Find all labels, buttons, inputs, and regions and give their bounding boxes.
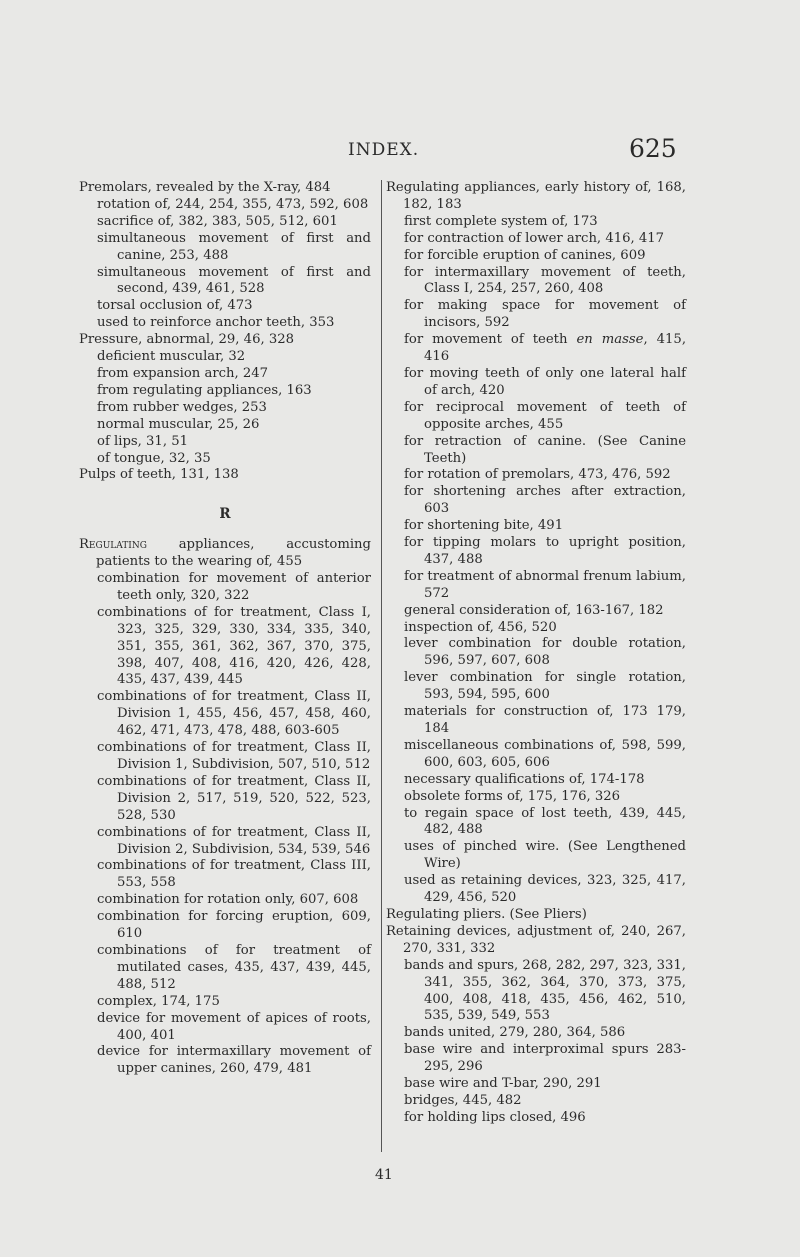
entry-text: combinations of for treatment, Class II, Division 1, Subdivision, 507, 510, 512 (97, 740, 371, 772)
index-subentry (79, 774, 371, 825)
entry-text: materials for construction of, 173 179, 184 (404, 704, 686, 736)
index-subentry (79, 858, 371, 892)
index-subentry (386, 214, 686, 231)
page-title: INDEX. (348, 140, 420, 160)
entry-text: general consideration of, 163-167, 182 (404, 602, 664, 618)
index-subentry (79, 197, 371, 214)
index-subentry (386, 873, 686, 907)
index-entry (386, 907, 686, 924)
section-letter: R (219, 506, 231, 523)
index-subentry (79, 451, 371, 468)
index-subentry (386, 1042, 686, 1076)
column-divider (381, 180, 382, 1152)
entry-text: from regulating appliances, 163 (97, 382, 312, 398)
entry-text: inspection of, 456, 520 (404, 619, 557, 635)
index-subentry (79, 400, 371, 417)
entry-text: for tipping molars to upright position, 437, 488 (404, 535, 686, 567)
entry-text: Regulating pliers. (See Pliers) (386, 906, 587, 922)
index-subentry (79, 892, 371, 909)
index-subentry (386, 958, 686, 1026)
entry-text: bridges, 445, 482 (404, 1092, 522, 1108)
index-subentry (386, 366, 686, 400)
index-subentry (79, 909, 371, 943)
index-subentry (386, 670, 686, 704)
entry-text: base wire and T-bar, 290, 291 (404, 1076, 602, 1092)
entry-lead: Regulating (79, 537, 147, 553)
entry-text: combinations of for treatment, Class I, 323, 325, 329, 330, 334, 335, 340, 351, 355, 361, 362, 367, 370, 375, 398, 407, 408, 416, 420, 426, 428, 435, 437, 439, 445 (97, 604, 371, 688)
entry-text: combinations of for treatment, Class II, Division 2, Subdivision, 534, 539, 546 (97, 824, 371, 857)
entry-text: Pulps of teeth, 131, 138 (79, 467, 239, 483)
entry-text: base wire and interproximal spurs 283-295, 296 (404, 1042, 686, 1075)
entry-text: Pressure, abnormal, 29, 46, 328 (79, 332, 295, 348)
entry-text: for forcible eruption of canines, 609 (404, 247, 646, 263)
entry-text: to regain space of lost teeth, 439, 445, 482, 488 (404, 805, 686, 838)
entry-text: lever combination for double rotation, 596, 597, 607, 608 (404, 636, 686, 669)
entry-text: for movement of teeth (404, 332, 577, 348)
index-subentry (386, 1076, 686, 1093)
entry-text: first complete system of, 173 (404, 213, 598, 229)
index-entry (79, 180, 371, 197)
index-subentry (386, 603, 686, 620)
entry-text: appliances, accustoming patients to the wearing of, 455 (96, 537, 371, 570)
entry-text: rotation of, 244, 254, 355, 473, 592, 608 (97, 196, 369, 212)
entry-text: from rubber wedges, 253 (97, 399, 267, 415)
entry-text: combinations of for treatment, Class II, Division 1, 455, 456, 457, 458, 460, 462, 471, 473, 478, 488, 603-605 (97, 689, 371, 739)
index-subentry (386, 298, 686, 332)
entry-text: for shortening arches after extraction, 603 (404, 484, 686, 517)
index-subentry (386, 535, 686, 569)
entry-text: used to reinforce anchor teeth, 353 (97, 315, 335, 331)
entry-text: for contraction of lower arch, 416, 417 (404, 230, 665, 246)
index-subentry (79, 943, 371, 994)
index-subentry (79, 383, 371, 400)
index-subentry (386, 839, 686, 873)
entry-text: Premolars, revealed by the X-ray, 484 (79, 180, 331, 195)
entry-text: for treatment of abnormal frenum labium, 572 (404, 568, 686, 601)
index-subentry (386, 1110, 686, 1127)
entry-text: device for intermaxillary movement of upper canines, 260, 479, 481 (97, 1044, 371, 1077)
index-subentry (386, 332, 686, 366)
index-subentry (386, 704, 686, 738)
index-subentry (79, 571, 371, 605)
index-subentry (386, 1025, 686, 1042)
index-subentry (79, 417, 371, 434)
index-subentry (79, 689, 371, 740)
index-entry (79, 467, 371, 484)
index-subentry (79, 740, 371, 774)
page-number: 625 (629, 134, 677, 163)
index-subentry (79, 315, 371, 332)
index-subentry (79, 434, 371, 451)
index-subentry (386, 265, 686, 299)
entry-text: lever combination for single rotation, 593, 594, 595, 600 (404, 670, 686, 703)
entry-text: bands united, 279, 280, 364, 586 (404, 1025, 626, 1041)
index-column-left (79, 180, 371, 1078)
entry-text: sacrifice of, 382, 383, 505, 512, 601 (97, 213, 338, 229)
entry-text: Regulating appliances, early history of, 168, 182, 183 (386, 180, 686, 212)
index-subentry (79, 265, 371, 299)
index-subentry (386, 620, 686, 637)
index-subentry (386, 636, 686, 670)
index-subentry (386, 248, 686, 265)
entry-text: simultaneous movement of first and canine, 253, 488 (97, 230, 371, 263)
entry-text: Retaining devices, adjustment of, 240, 267, 270, 331, 332 (386, 923, 686, 956)
index-entry (386, 924, 686, 958)
entry-text: for shortening bite, 491 (404, 518, 564, 534)
index-column-right (386, 180, 686, 1127)
index-subentry (79, 1044, 371, 1078)
index-subentry (386, 434, 686, 468)
entry-text: combination for movement of anterior teeth only, 320, 322 (97, 571, 371, 603)
entry-text: necessary qualifications of, 174-178 (404, 771, 645, 787)
index-subentry (386, 1093, 686, 1110)
index-entry (79, 537, 371, 571)
entry-text: uses of pinched wire. (See Lengthened Wire) (404, 839, 686, 872)
index-subentry (386, 400, 686, 434)
index-entry (79, 332, 371, 349)
entry-text: of lips, 31, 51 (97, 433, 188, 449)
entry-text: for reciprocal movement of teeth of opposite arches, 455 (404, 399, 686, 432)
index-subentry (386, 569, 686, 603)
entry-text: combinations of for treatment of mutilated cases, 435, 437, 439, 445, 488, 512 (97, 942, 371, 992)
index-subentry (386, 484, 686, 518)
index-subentry (79, 298, 371, 315)
index-subentry (79, 825, 371, 859)
index-subentry (386, 772, 686, 789)
entry-text: combinations of for treatment, Class III, 553, 558 (97, 858, 371, 891)
index-subentry (79, 231, 371, 265)
signature-mark: 41 (375, 1167, 393, 1183)
entry-text: for retraction of canine. (See Canine Teeth) (404, 433, 686, 466)
entry-text: obsolete forms of, 175, 176, 326 (404, 788, 621, 804)
entry-text: miscellaneous combinations of, 598, 599, 600, 603, 605, 606 (404, 737, 686, 770)
entry-text: combination for rotation only, 607, 608 (97, 892, 359, 908)
index-subentry (79, 349, 371, 366)
entry-text: combination for forcing eruption, 609, 610 (97, 909, 371, 942)
entry-text: normal muscular, 25, 26 (97, 416, 260, 432)
index-subentry (79, 1011, 371, 1045)
entry-text: used as retaining devices, 323, 325, 417, 429, 456, 520 (404, 873, 686, 906)
entry-text: complex, 174, 175 (97, 993, 220, 1009)
entry-text: torsal occlusion of, 473 (97, 298, 253, 314)
entry-italic: en masse (576, 332, 644, 348)
index-subentry (386, 806, 686, 840)
index-entry (386, 180, 686, 214)
entry-text: from expansion arch, 247 (97, 365, 269, 381)
entry-text: for making space for movement of incisors, 592 (404, 298, 686, 331)
index-subentry (386, 738, 686, 772)
index-subentry (79, 605, 371, 690)
index-subentry (79, 214, 371, 231)
index-subentry (386, 467, 686, 484)
index-subentry (386, 231, 686, 248)
entry-text: device for movement of apices of roots, 400, 401 (97, 1010, 371, 1043)
entry-text: for rotation of premolars, 473, 476, 592 (404, 467, 671, 483)
entry-text: for moving teeth of only one lateral half of arch, 420 (404, 365, 686, 398)
index-subentry (79, 994, 371, 1011)
index-subentry (386, 789, 686, 806)
entry-text: simultaneous movement of first and second, 439, 461, 528 (97, 264, 371, 297)
entry-text: bands and spurs, 268, 282, 297, 323, 331, 341, 355, 362, 364, 370, 373, 375, 400, 408, 418, 435, 456, 462, 510, 535, 539, 549, 553 (404, 957, 686, 1024)
entry-text: deficient muscular, 32 (97, 349, 246, 365)
entry-text: for holding lips closed, 496 (404, 1109, 586, 1125)
index-subentry (386, 518, 686, 535)
entry-text: of tongue, 32, 35 (97, 450, 211, 466)
entry-text: for intermaxillary movement of teeth, Class I, 254, 257, 260, 408 (404, 264, 686, 297)
entry-text: combinations of for treatment, Class II, Division 2, 517, 519, 520, 522, 523, 528, 530 (97, 773, 371, 823)
index-subentry (79, 366, 371, 383)
entry-tail: , 415, 416 (424, 332, 687, 365)
